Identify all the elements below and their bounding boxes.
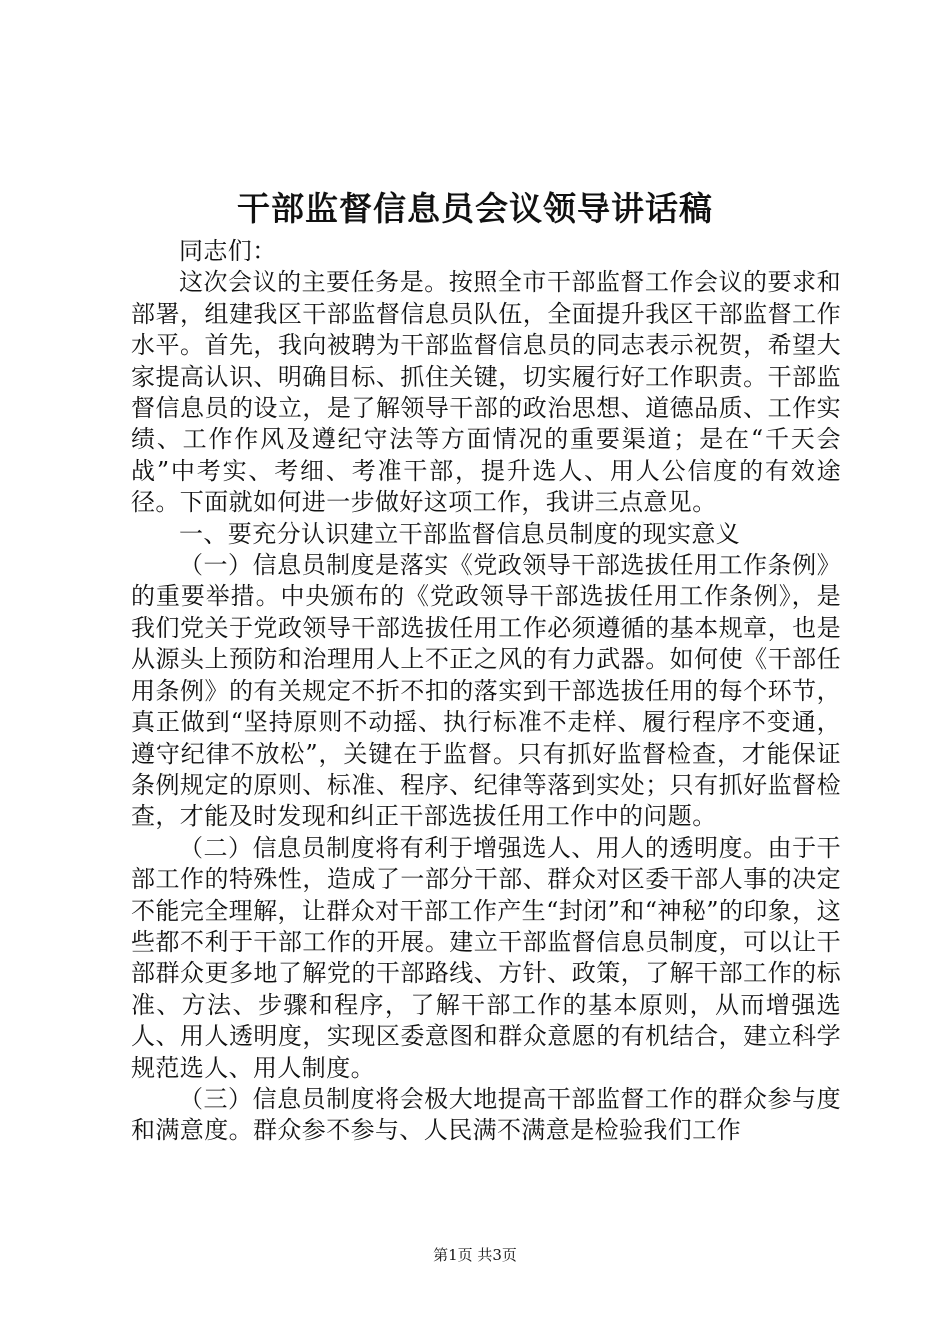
point-paragraph-2: （二）信息员制度将有利于增强选人、用人的透明度。由于干部工作的特殊性，造成了一部分干部、群众对区委干部人事的决定不能完全理解，让群众对干部工作产生“封闭”和“神秘”的印象，这些都不利于干部工作的开展。建立干部监督信息员制度，可以让干部群众更多地了解党的干部路线、方针、政策，了解干部工作的标准、方法、步骤和程序，了解干部工作的基本原则，从而增强选人、用人透明度，实现区委意图和群众意愿的有机结合，建立科学规范选人、用人制度。	[131, 833, 841, 1082]
point-paragraph-1: （一）信息员制度是落实《党政领导干部选拔任用工作条例》的重要举措。中央颁布的《党政领导干部选拔任用工作条例》，是我们党关于党政领导干部选拔任用工作必须遵循的基本规章，也是从源头上预防和治理用人上不正之风的有力武器。如何使《干部任用条例》的有关规定不折不扣的落实到干部选拔任用的每个环节，真正做到“坚持原则不动摇、执行标准不走样、履行程序不变通，遵守纪律不放松”，关键在于监督。只有抓好监督检查，才能保证条例规定的原则、标准、程序、纪律等落到实处；只有抓好监督检查，才能及时发现和纠正干部选拔任用工作中的问题。	[131, 551, 841, 831]
point-paragraph-3: （三）信息员制度将会极大地提高干部监督工作的群众参与度和满意度。群众参不参与、人民满不满意是检验我们工作	[131, 1084, 841, 1145]
document-title: 干部监督信息员会议领导讲话稿	[237, 189, 713, 228]
section-heading-1: 一、要充分认识建立干部监督信息员制度的现实意义	[179, 519, 741, 548]
intro-paragraph: 这次会议的主要任务是。按照全市干部监督工作会议的要求和部署，组建我区干部监督信息员队伍，全面提升我区干部监督工作水平。首先，我向被聘为干部监督信息员的同志表示祝贺，希望大家提高认识、明确目标、抓住关键，切实履行好工作职责。干部监督信息员的设立，是了解领导干部的政治思想、道德品质、工作实绩、工作作风及遵纪守法等方面情况的重要渠道；是在“千天会战”中考实、考细、考准干部，提升选人、用人公信度的有效途径。下面就如何进一步做好这项工作，我讲三点意见。	[131, 268, 841, 517]
page-number-footer: 第1页 共3页	[433, 1246, 517, 1264]
document-body	[131, 236, 841, 1147]
salutation-paragraph: 同志们：	[179, 237, 277, 265]
